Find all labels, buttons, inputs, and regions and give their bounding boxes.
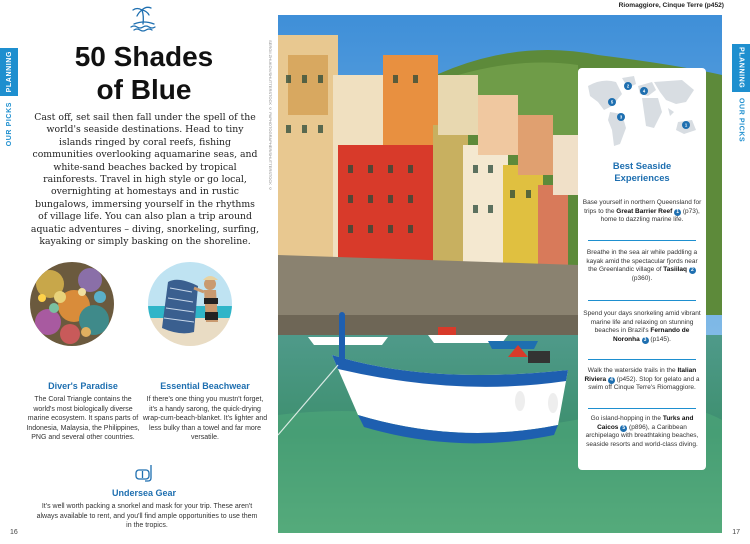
panel-divider: [588, 240, 696, 241]
page-number-right: 17: [732, 529, 740, 536]
coral-reef-photo: [30, 262, 114, 346]
left-side-tab: [0, 0, 18, 544]
map-marker-5: 5: [610, 99, 614, 105]
map-ref-badge: 2: [689, 267, 696, 274]
experience-item-2: Breathe in the sea air while paddling a kayak amid the spectacular fjords near the Greenlandic village of Tasiilaq 2 (p360).: [586, 249, 698, 283]
undersea-gear-text: It's well worth packing a snorkel and mask for your trip. These aren't always available to rent, and you'll find ample opportunities to use them in the tropics.: [36, 503, 258, 530]
page-title: [18, 40, 270, 106]
world-map: [582, 72, 702, 154]
divers-paradise-heading: Diver's Paradise: [48, 381, 118, 391]
map-marker-3: 3: [619, 114, 623, 120]
right-picks-label: OUR PICKS: [737, 97, 745, 143]
essential-beachwear-heading: Essential Beachwear: [160, 381, 250, 391]
left-section-label: PLANNING: [5, 51, 13, 93]
experience-item-3: Spend your days snorkeling amid vibrant marine life and relaxing on stunning beaches in Brazil's Fernando de Noronha 3 (p145).: [583, 310, 701, 344]
place-name: Great Barrier Reef: [616, 207, 673, 215]
divers-paradise-text: The Coral Triangle contains the world's most biologically diverse marine ecosystem. It spans parts of Indonesia, Malaysia, the Philippines, PNG and several other countries.: [26, 396, 140, 442]
beach-sarong-photo: [148, 262, 232, 346]
map-ref-badge: 3: [642, 337, 649, 344]
left-page: [18, 0, 270, 544]
experience-item-5: Go island-hopping in the Turks and Caicos 5 (p896), a Caribbean archipelago with breathtaking beaches, seaside resorts and world-class diving.: [585, 415, 699, 449]
photo-credit: SERGII ZHUKOV/SHUTTERSTOCK © PAPHOTOGRAPHER/SHUTTERSTOCK ©: [268, 40, 273, 192]
essential-beachwear-text: If there's one thing you mustn't forget, it's a handy sarong, the quick-drying wrap-cum-beach-blanket. It's lighter and less bulky than a towel and far more versatile.: [142, 396, 268, 442]
left-picks-label: OUR PICKS: [5, 101, 13, 147]
map-marker-1: 1: [684, 122, 688, 128]
panel-divider: [588, 408, 696, 409]
palm-island-icon: [128, 4, 160, 32]
place-name: Italian Riviera: [584, 367, 697, 383]
snorkel-mask-icon: [133, 462, 155, 484]
map-ref-badge: 1: [674, 209, 681, 216]
panel-title-line-2: Experiences: [614, 172, 670, 183]
place-name: Fernando de Noronha: [613, 327, 690, 344]
experience-item-1: Base yourself in northern Queensland for trips to the Great Barrier Reef 1 (p73), home to dazzling marine life.: [582, 199, 702, 224]
map-ref-badge: 5: [620, 425, 627, 432]
panel-divider: [588, 359, 696, 360]
title-line-1: 50 Shades: [74, 41, 214, 72]
map-ref-badge: 4: [608, 377, 615, 384]
right-side-tab: [732, 0, 750, 544]
experience-item-4: Walk the waterside trails in the Italian Riviera 4 (p452). Stop for gelato and a swim off Cinque Terre's Riomaggiore.: [584, 367, 700, 392]
panel-title-line-1: Best Seaside: [612, 160, 672, 171]
panel-divider: [588, 300, 696, 301]
map-marker-2: 2: [626, 83, 630, 89]
map-marker-4: 4: [642, 88, 646, 94]
right-section-label: PLANNING: [737, 47, 745, 89]
best-seaside-panel: [578, 68, 706, 470]
place-name: Tasiilaq: [663, 266, 688, 274]
panel-title: [578, 160, 706, 184]
photo-caption: Riomaggiore, Cinque Terre (p452): [618, 2, 724, 9]
page-number-left: 16: [10, 529, 18, 536]
undersea-gear-heading: Undersea Gear: [111, 488, 177, 498]
intro-paragraph: Cast off, set sail then fall under the spell of the world's seaside destinations. Head to tiny islands ringed by coral reefs, fishing communities overlooking aquamarine seas, and white-sand beaches backed by tropical rainforests. Travel in high style or go local, overnighting at homestays and in rustic bungalows, immersing yourself in the rhythms of village life. You can also plan a trip around aquatic adventures – diving, snorkeling, surfing, kayaking or simply basking on the shoreline.: [30, 112, 260, 248]
title-line-2: of Blue: [96, 74, 192, 105]
place-name: Turks and Caicos: [597, 415, 694, 431]
